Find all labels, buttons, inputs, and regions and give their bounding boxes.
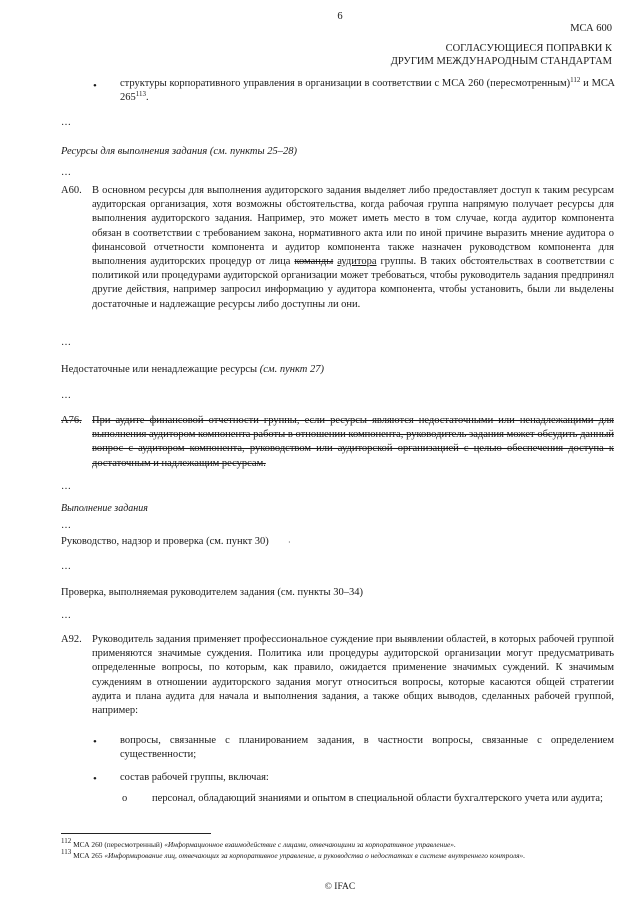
deleted-text: команды [294, 256, 334, 268]
paragraph-a76-deleted: При аудите финансовой отчетности группы, если ресурсы являются недостаточными или ненадлежащими для выполнения аудитором компонента работы в отношении компонента, руководитель задания может обсудить данный вопрос с аудитором компонента, руководством или аудиторской организацией с целью обеспечения доступа к достаточным и надлежащим ресурсам. [92, 415, 614, 469]
section-heading-review: Проверка, выполняемая руководителем задания (см. пункты 30–34) [61, 587, 363, 598]
ellipsis: … [61, 167, 72, 178]
paragraph-a92: Руководитель задания применяет профессиональное суждение при выявлении областей, в которых рабочей группой применяются значимые суждения. Политика или процедуры аудиторской организации могут предусматривать определенные вопросы, по которым, как правило, ожидается применение значимых суждений. К значимым суждениям в отношении аудиторского задания могут относиться вопросы, которые касаются общей стратегии аудита и плана аудита для начала и выполнения задания, а также общих выводов, сделанных рабочей группой, например: [92, 634, 614, 717]
section-heading-resources: Ресурсы для выполнения задания (см. пункты 25–28) [61, 146, 297, 157]
section-heading-insufficient-resources: Недостаточные или ненадлежащие ресурсы (см. пункт 27) [61, 364, 324, 375]
bullet-symbol: • [93, 773, 97, 785]
paragraph-a60: В основном ресурсы для выполнения аудиторского задания выделяет либо предоставляет доступ к таким ресурсам аудиторская организация, хотя возможны обстоятельства, когда рабочая группа напрямую получает ресурсы для выполнения аудиторского задания. Например, это может иметь место в том случае, когда аудитор компонента обязан в соответствии с требованием закона, нормативного акта или по иной причине выразить мнение аудитора о финансовой отчетности компонента и аудитор компонента также назначен руководством компонента для выполнения аудиторских процедур от лица команды аудитора группы. В таких обстоятельствах в соответствии с политикой или процедурами аудиторской организации может требоваться, чтобы руководитель задания предпринял другие действия, например запросил информацию у аудитора компонента, чтобы установить, были ли выделены достаточные и надлежащие ресурсы либо доступны ли они. [92, 185, 615, 310]
footnote-ref-113[interactable]: 113 [135, 90, 146, 99]
paragraph-label-a92: A92. [61, 634, 82, 645]
bullet-symbol: • [93, 80, 97, 92]
sub-list-item: персонал, обладающий знаниями и опытом в специальной области бухгалтерского учета или аудита; [152, 793, 603, 804]
paragraph-label-a60: A60. [61, 185, 82, 196]
list-item: вопросы, связанные с планированием задания, в частности вопросы, связанные с определением существенности; [120, 735, 614, 761]
document-code: МСА 600 [570, 23, 612, 34]
footer-copyright: © IFAC [324, 882, 356, 892]
stray-mark: · [288, 538, 291, 547]
footnote-113: $^{113}$ МСА 265 «Информирование лиц, отвечающих за корпоративное управление, и руководства о недостатках в системе внутреннего контроля». [61, 848, 526, 860]
paragraph-label-a76: A76. [61, 415, 82, 426]
page-number: 6 [337, 11, 343, 22]
section-heading-guidance: Руководство, надзор и проверка (см. пункт 30) [61, 536, 269, 547]
ellipsis: … [61, 390, 72, 401]
top-bullet-text: структуры корпоративного управления в организации в соответствии с МСА 260 (пересмотренным)$^{112}$ и МСА $265^{113}$. [120, 76, 615, 104]
ellipsis: … [61, 481, 72, 492]
sub-bullet-symbol: o [122, 793, 128, 804]
header-subtitle-line1: СОГЛАСУЮЩИЕСЯ ПОПРАВКИ К [445, 43, 612, 54]
ellipsis: … [61, 520, 72, 531]
ellipsis: … [61, 610, 72, 621]
ellipsis: … [61, 337, 72, 348]
ellipsis: … [61, 561, 72, 572]
footnote-112: $^{112}$ МСА 260 (пересмотренный) «Информационное взаимодействие с лицами, отвечающими за корпоративное управление». [61, 837, 456, 849]
header-subtitle-line2: ДРУГИМ МЕЖДУНАРОДНЫМ СТАНДАРТАМ [390, 56, 612, 67]
list-item: состав рабочей группы, включая: [120, 772, 269, 783]
footnote-separator [61, 833, 211, 834]
section-heading-performance: Выполнение задания [61, 503, 148, 514]
ellipsis: … [61, 117, 72, 128]
footnote-ref-112[interactable]: 112 [570, 76, 581, 84]
bullet-symbol: • [93, 736, 97, 748]
inserted-text: аудитора [337, 256, 377, 268]
